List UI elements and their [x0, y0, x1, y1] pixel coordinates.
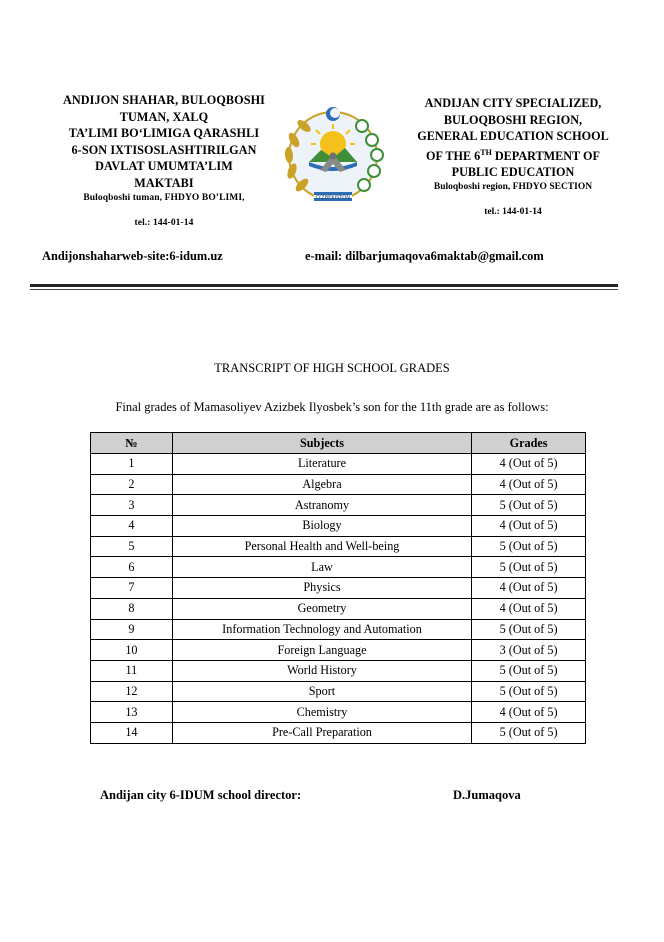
director-label: Andijan city 6-IDUM school director: [100, 788, 302, 802]
cell-number: 14 [91, 722, 173, 743]
right-header-line: BULOQBOSHI REGION, [443, 112, 583, 127]
cell-subject: Chemistry [172, 702, 471, 723]
cell-number: 4 [91, 516, 173, 537]
right-header-line4-post: DEPARTMENT OF [491, 148, 600, 163]
table-row [91, 640, 586, 661]
cell-number: 8 [91, 598, 173, 619]
director-name: D.Jumaqova [453, 788, 521, 802]
cell-subject: Biology [172, 516, 471, 537]
cell-number: 7 [91, 578, 173, 599]
cell-subject: Foreign Language [172, 640, 471, 661]
cell-grade: 5 (Out of 5) [472, 557, 586, 578]
right-header-subtitle: Buloqboshi region, FHDYO SECTION [433, 182, 593, 193]
cell-number: 2 [91, 474, 173, 495]
table-row [91, 557, 586, 578]
cell-subject: Sport [172, 681, 471, 702]
cell-number: 9 [91, 619, 173, 640]
right-header-superscript: TH [480, 147, 492, 157]
cell-number: 12 [91, 681, 173, 702]
cell-grade: 5 (Out of 5) [472, 495, 586, 516]
header-divider-thin [30, 289, 618, 290]
left-header-block [40, 92, 288, 231]
table-row [91, 474, 586, 495]
right-header-line: PUBLIC EDUCATION [451, 165, 575, 180]
left-header-line: TUMAN, XALQ [119, 109, 209, 124]
left-header-line: MAKTABI [134, 175, 194, 190]
document-intro: Final grades of Mamasoliyev Azizbek Ilyosbek’s son for the 11th grade are as follows: [115, 400, 549, 414]
cell-grade: 4 (Out of 5) [472, 578, 586, 599]
table-row [91, 495, 586, 516]
table-row [91, 660, 586, 681]
left-header-subtitle: Buloqboshi tuman, FHDYO BO’LIMI, [83, 192, 245, 203]
website-text: Andijonshaharweb-site:6-idum.uz [42, 249, 223, 263]
cell-grade: 4 (Out of 5) [472, 702, 586, 723]
cell-grade: 5 (Out of 5) [472, 536, 586, 557]
cell-number: 5 [91, 536, 173, 557]
cell-grade: 4 (Out of 5) [472, 598, 586, 619]
header-divider-thick [30, 284, 618, 287]
table-row [91, 578, 586, 599]
table-row [91, 681, 586, 702]
left-header-line: 6-SON IXTISOSLASHTIRILGAN [71, 142, 257, 157]
cell-subject: Personal Health and Well-being [172, 536, 471, 557]
right-header-line: ANDIJAN CITY SPECIALIZED, [424, 96, 602, 110]
cell-subject: Information Technology and Automation [172, 619, 471, 640]
cell-subject: Astranomy [172, 495, 471, 516]
cell-subject: Law [172, 557, 471, 578]
cell-subject: Geometry [172, 598, 471, 619]
email-text: e-mail: dilbarjumaqova6maktab@gmail.com [305, 249, 544, 263]
cell-grade: 4 (Out of 5) [472, 516, 586, 537]
cell-subject: Physics [172, 578, 471, 599]
right-header-line [402, 145, 624, 165]
table-header-row [91, 433, 586, 454]
cell-grade: 5 (Out of 5) [472, 660, 586, 681]
left-header-line: ANDIJON SHAHAR, BULOQBOSHI [62, 93, 266, 107]
column-header-grades: Grades [472, 433, 586, 454]
right-header-block [402, 95, 624, 221]
left-header-tel: tel.: 144-01-14 [134, 217, 194, 228]
cell-grade: 5 (Out of 5) [472, 681, 586, 702]
document-title: TRANSCRIPT OF HIGH SCHOOL GRADES [214, 361, 450, 375]
column-header-subjects: Subjects [172, 433, 471, 454]
right-header-tel: tel.: 144-01-14 [484, 207, 542, 218]
grades-table-body [91, 454, 586, 744]
table-row [91, 619, 586, 640]
cell-number: 1 [91, 454, 173, 475]
cell-number: 10 [91, 640, 173, 661]
left-header-line: TA’LIMI BO‘LIMIGA QARASHLI [68, 126, 260, 141]
table-row [91, 454, 586, 475]
grades-table [90, 432, 586, 744]
cell-grade: 3 (Out of 5) [472, 640, 586, 661]
column-header-number: № [91, 433, 173, 454]
right-header-line4-pre: OF THE 6 [426, 148, 481, 163]
cell-grade: 4 (Out of 5) [472, 474, 586, 495]
left-header-line: DAVLAT UMUMTA’LIM [95, 159, 233, 174]
table-row [91, 702, 586, 723]
cell-grade: 5 (Out of 5) [472, 722, 586, 743]
cell-number: 6 [91, 557, 173, 578]
cell-subject: Algebra [172, 474, 471, 495]
table-row [91, 516, 586, 537]
table-row [91, 598, 586, 619]
cell-number: 3 [91, 495, 173, 516]
state-emblem-icon [276, 100, 390, 216]
cell-grade: 4 (Out of 5) [472, 454, 586, 475]
cell-subject: Literature [172, 454, 471, 475]
emblem-ribbon-text: O'ZBEKISTON [316, 195, 350, 201]
table-row [91, 536, 586, 557]
cell-number: 13 [91, 702, 173, 723]
right-header-line: GENERAL EDUCATION SCHOOL [417, 129, 609, 144]
table-row [91, 722, 586, 743]
cell-grade: 5 (Out of 5) [472, 619, 586, 640]
cell-subject: World History [172, 660, 471, 681]
cell-subject: Pre-Call Preparation [172, 722, 471, 743]
cell-number: 11 [91, 660, 173, 681]
